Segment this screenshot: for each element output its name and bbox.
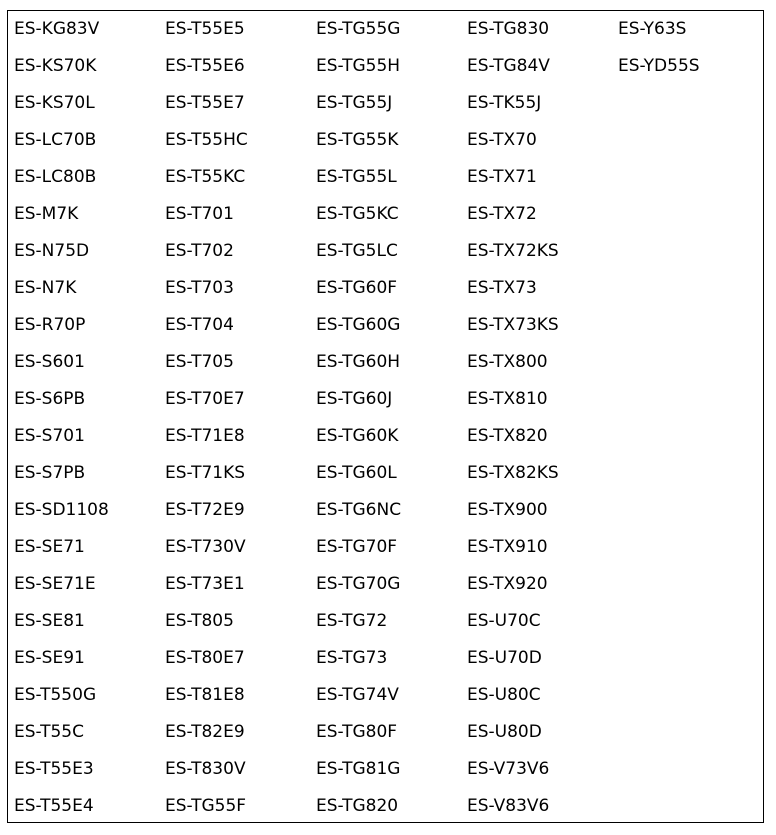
model-code: ES-T701 (165, 204, 234, 224)
model-code: ES-R70P (14, 315, 86, 335)
model-code: ES-TX900 (467, 500, 548, 520)
model-code: ES-TG5LC (316, 241, 398, 261)
model-code: ES-KS70L (14, 93, 95, 113)
model-code: ES-TG60J (316, 389, 393, 409)
model-code: ES-M7K (14, 204, 79, 224)
model-code: ES-TG55H (316, 56, 401, 76)
model-code: ES-LC80B (14, 167, 97, 187)
model-code: ES-TX910 (467, 537, 548, 557)
model-code: ES-YD55S (618, 56, 700, 76)
model-code: ES-T81E8 (165, 685, 245, 705)
model-code: ES-T71KS (165, 463, 246, 483)
model-code: ES-T730V (165, 537, 246, 557)
model-code: ES-T80E7 (165, 648, 245, 668)
model-code: ES-TX70 (467, 130, 537, 150)
model-code: ES-TX73KS (467, 315, 559, 335)
model-code: ES-TX73 (467, 278, 537, 298)
model-code: ES-SD1108 (14, 500, 109, 520)
model-code: ES-TX820 (467, 426, 548, 446)
model-code: ES-S7PB (14, 463, 86, 483)
model-code: ES-TG84V (467, 56, 550, 76)
model-column-1 (14, 11, 165, 825)
model-column-5 (618, 11, 769, 85)
model-code: ES-TG60F (316, 278, 398, 298)
model-code: ES-U70D (467, 648, 542, 668)
model-code: ES-T70E7 (165, 389, 245, 409)
model-code: ES-TX72KS (467, 241, 559, 261)
model-code: ES-TG60K (316, 426, 399, 446)
model-code: ES-TG55L (316, 167, 397, 187)
model-code: ES-V83V6 (467, 796, 550, 816)
model-code: ES-SE91 (14, 648, 85, 668)
model-code: ES-TG55G (316, 19, 401, 39)
model-code: ES-TG60H (316, 352, 401, 372)
model-code: ES-T72E9 (165, 500, 245, 520)
model-list-table (7, 10, 764, 823)
model-code: ES-TG73 (316, 648, 388, 668)
model-code: ES-U70C (467, 611, 541, 631)
model-code: ES-T704 (165, 315, 234, 335)
model-code: ES-TG55K (316, 130, 399, 150)
model-code: ES-KG83V (14, 19, 100, 39)
model-code: ES-TG70F (316, 537, 398, 557)
model-code: ES-N7K (14, 278, 77, 298)
model-code: ES-T55E5 (165, 19, 245, 39)
model-code: ES-TK55J (467, 93, 542, 113)
model-code: ES-TX810 (467, 389, 548, 409)
model-code: ES-S6PB (14, 389, 86, 409)
model-code: ES-TG55J (316, 93, 393, 113)
model-code: ES-T55E4 (14, 796, 94, 816)
model-code: ES-Y63S (618, 19, 687, 39)
model-code: ES-N75D (14, 241, 90, 261)
model-code: ES-T550G (14, 685, 97, 705)
model-code: ES-TG70G (316, 574, 401, 594)
model-code: ES-SE71E (14, 574, 96, 594)
model-code: ES-TX920 (467, 574, 548, 594)
model-code: ES-T82E9 (165, 722, 245, 742)
model-code: ES-S601 (14, 352, 85, 372)
model-code: ES-TG6NC (316, 500, 402, 520)
model-code: ES-T73E1 (165, 574, 245, 594)
model-code: ES-T705 (165, 352, 234, 372)
model-column-3 (316, 11, 467, 825)
model-code: ES-T830V (165, 759, 246, 779)
model-code: ES-SE81 (14, 611, 85, 631)
model-code: ES-T55E6 (165, 56, 245, 76)
model-code: ES-KS70K (14, 56, 97, 76)
model-code: ES-T55C (14, 722, 84, 742)
model-code: ES-TG72 (316, 611, 388, 631)
model-code: ES-T55E3 (14, 759, 94, 779)
model-code: ES-TG60L (316, 463, 397, 483)
model-code: ES-T703 (165, 278, 234, 298)
model-column-4 (467, 11, 618, 825)
model-code: ES-TG55F (165, 796, 247, 816)
model-code: ES-TX82KS (467, 463, 559, 483)
model-code: ES-TG74V (316, 685, 399, 705)
model-column-2 (165, 11, 316, 825)
model-code: ES-T71E8 (165, 426, 245, 446)
model-code: ES-T702 (165, 241, 234, 261)
model-code: ES-TG81G (316, 759, 401, 779)
model-code: ES-TG830 (467, 19, 550, 39)
model-code: ES-TG60G (316, 315, 401, 335)
model-code: ES-TX71 (467, 167, 537, 187)
model-code: ES-U80D (467, 722, 542, 742)
model-code: ES-TG80F (316, 722, 398, 742)
model-code: ES-TX800 (467, 352, 548, 372)
model-code: ES-T55KC (165, 167, 246, 187)
model-code: ES-V73V6 (467, 759, 550, 779)
model-code: ES-U80C (467, 685, 541, 705)
model-code: ES-T805 (165, 611, 234, 631)
model-code: ES-T55E7 (165, 93, 245, 113)
model-code: ES-TX72 (467, 204, 537, 224)
model-code: ES-TG820 (316, 796, 399, 816)
model-code: ES-TG5KC (316, 204, 399, 224)
model-code: ES-SE71 (14, 537, 85, 557)
model-code: ES-S701 (14, 426, 85, 446)
model-code: ES-LC70B (14, 130, 97, 150)
model-code: ES-T55HC (165, 130, 248, 150)
